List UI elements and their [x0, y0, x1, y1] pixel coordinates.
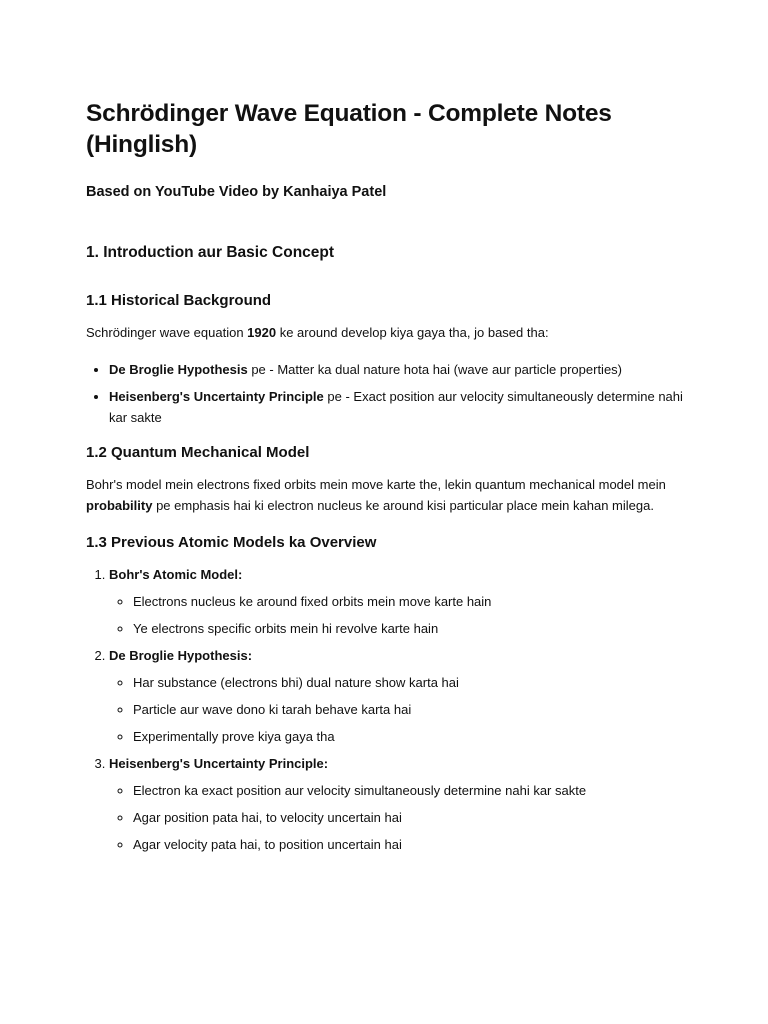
model-title: Bohr's Atomic Model: — [109, 567, 243, 582]
model-title: De Broglie Hypothesis: — [109, 648, 253, 663]
model-title: Heisenberg's Uncertainty Principle: — [109, 756, 329, 771]
page-subtitle: Based on YouTube Video by Kanhaiya Patel — [86, 184, 387, 200]
quantum-model-paragraph — [86, 474, 688, 516]
subsection-heading-atomic-models: 1.3 Previous Atomic Models ka Overview — [86, 534, 377, 551]
historical-background-paragraph — [86, 322, 688, 343]
page-title: Schrödinger Wave Equation - Complete Notes (Hinglish) — [86, 100, 612, 158]
list-item-text: pe - Exact position aur velocity simultaneously determine nahi kar sakte — [109, 389, 683, 425]
paragraph-text: ke around develop kiya gaya tha, jo based tha: — [276, 325, 549, 340]
list-item: ◦ Particle aur wave dono ki tarah behave karta hai — [133, 699, 688, 720]
list-item — [109, 386, 688, 428]
list-item-bold: Heisenberg's Uncertainty Principle — [109, 389, 324, 404]
historical-background-list — [86, 359, 688, 428]
paragraph-text: Bohr's model mein electrons fixed orbits mein move karte the, lekin quantum mechanical model mein — [86, 477, 666, 492]
model-points — [109, 591, 688, 639]
subsection-heading-historical-background: 1.1 Historical Background — [86, 292, 272, 309]
paragraph-text: Schrödinger wave equation — [86, 325, 248, 340]
list-item: ◦ Electrons nucleus ke around fixed orbits mein move karte hain — [133, 591, 688, 612]
probability-bold: probability — [86, 498, 153, 513]
model-item — [109, 564, 688, 639]
atomic-models-list — [86, 564, 688, 855]
list-item: ◦ Har substance (electrons bhi) dual nature show karta hai — [133, 672, 688, 693]
subsection-heading-quantum-model: 1.2 Quantum Mechanical Model — [86, 444, 310, 461]
year-bold: 1920 — [247, 325, 277, 340]
paragraph-text: pe emphasis hai ki electron nucleus ke around kisi particular place mein kahan milega. — [152, 498, 654, 513]
list-item-bold: De Broglie Hypothesis — [109, 362, 248, 377]
list-item-text: pe - Matter ka dual nature hota hai (wave aur particle properties) — [247, 362, 623, 377]
list-item: ◦ Electron ka exact position aur velocity simultaneously determine nahi kar sakte — [133, 780, 688, 801]
model-points — [109, 672, 688, 747]
model-item — [109, 753, 688, 855]
list-item: ◦ Agar position pata hai, to velocity uncertain hai — [133, 807, 688, 828]
list-item: ◦ Agar velocity pata hai, to position uncertain hai — [133, 834, 688, 855]
model-item — [109, 645, 688, 747]
list-item — [109, 359, 688, 380]
list-item: ◦ Ye electrons specific orbits mein hi revolve karte hain — [133, 618, 688, 639]
list-item: ◦ Experimentally prove kiya gaya tha — [133, 726, 688, 747]
model-points — [109, 780, 688, 855]
section-heading-introduction: 1. Introduction aur Basic Concept — [86, 244, 335, 261]
